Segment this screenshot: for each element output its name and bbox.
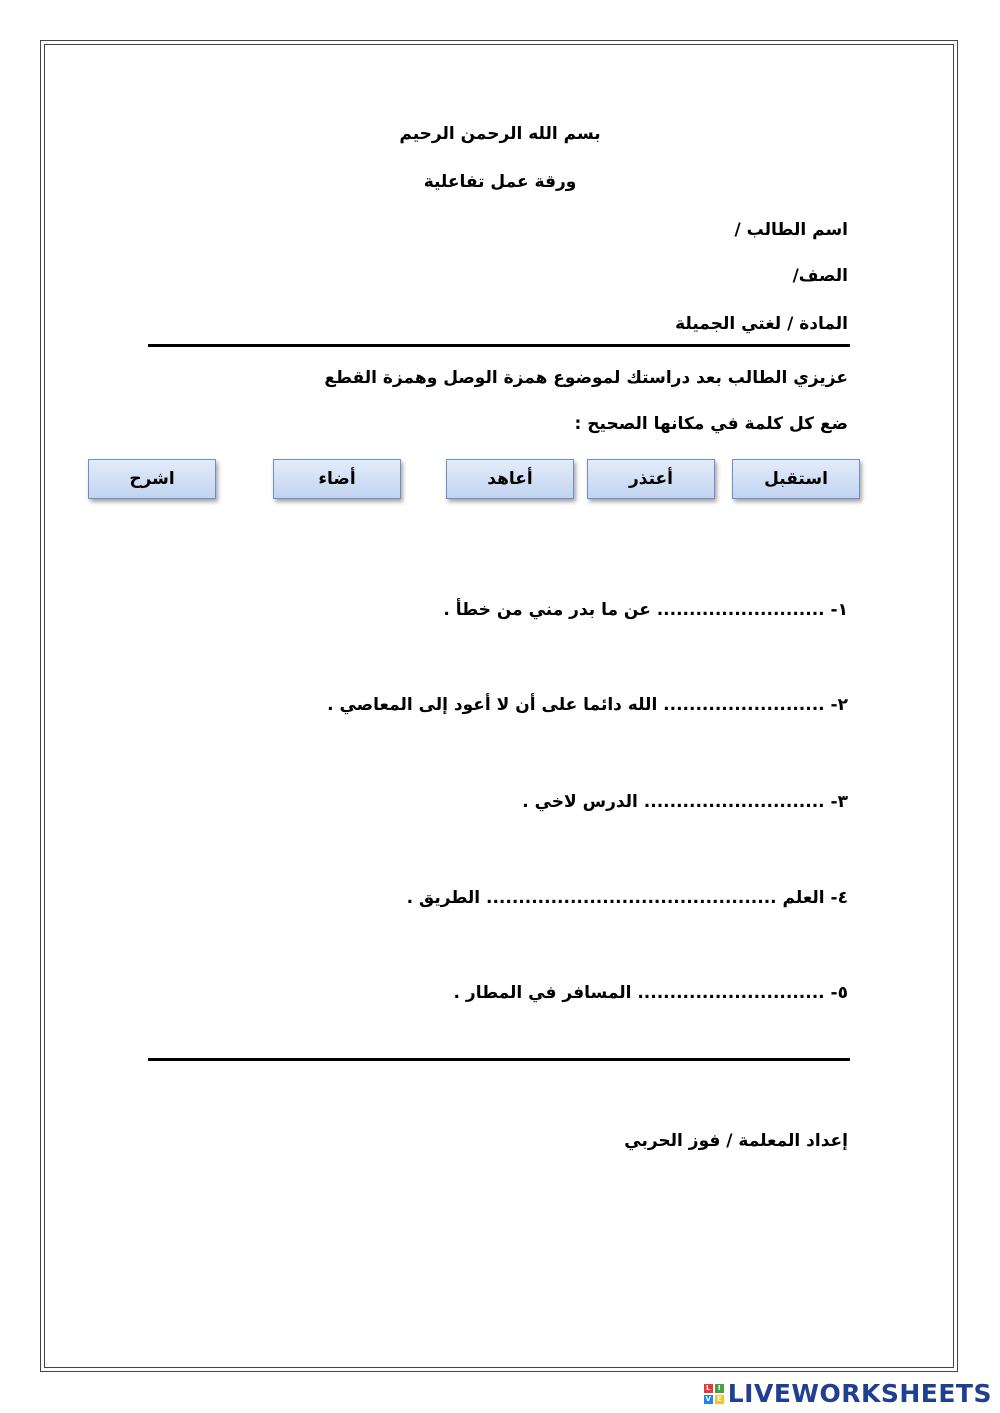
question-3[interactable]: ٣- ............................ الدرس لاخي .: [522, 792, 848, 812]
question-5[interactable]: ٥- ............................. المسافر في المطار .: [453, 983, 848, 1003]
student-name-label: اسم الطالب /: [734, 220, 848, 240]
liveworksheets-brand[interactable]: [704, 1379, 992, 1408]
subject-label: المادة / لغتي الجميلة: [675, 314, 848, 334]
word-chip-aatadhir[interactable]: أعتذر: [587, 459, 715, 499]
class-label: الصف/: [792, 266, 848, 286]
logo-square-v: V: [705, 1395, 711, 1403]
word-chip-ishrah[interactable]: اشرح: [88, 459, 216, 499]
logo-square-l: L: [704, 1384, 713, 1393]
page-title: ورقة عمل تفاعلية: [423, 172, 577, 192]
basmala: بسم الله الرحمن الرحيم: [399, 124, 601, 144]
instruction-line-1: عزيزي الطالب بعد دراستك لموضوع همزة الوصل وهمزة القطع: [324, 368, 848, 388]
word-chip-uaahid[interactable]: أعاهد: [446, 459, 574, 499]
instruction-line-2: ضع كل كلمة في مكانها الصحيح :: [574, 414, 848, 434]
logo-square-e: E: [715, 1395, 724, 1404]
word-chip-adaa[interactable]: أضاء: [273, 459, 401, 499]
liveworksheets-wordmark: LIVEWORKSHEETS: [727, 1379, 992, 1408]
question-2[interactable]: ٢- ......................... الله دائما على أن لا أعود إلى المعاصي .: [327, 695, 848, 715]
liveworksheets-logo-icon: [704, 1384, 724, 1404]
prepared-by: إعداد المعلمة / فوز الحربي: [624, 1131, 848, 1151]
divider-bottom: [148, 1058, 850, 1061]
divider-top: [148, 344, 850, 347]
logo-square-i: I: [715, 1384, 724, 1393]
word-chip-estaqbal[interactable]: استقبل: [732, 459, 860, 499]
question-1[interactable]: ١- .......................... عن ما بدر مني من خطأ .: [443, 600, 848, 620]
question-4[interactable]: ٤- العلم ............................................. الطريق .: [406, 888, 848, 908]
